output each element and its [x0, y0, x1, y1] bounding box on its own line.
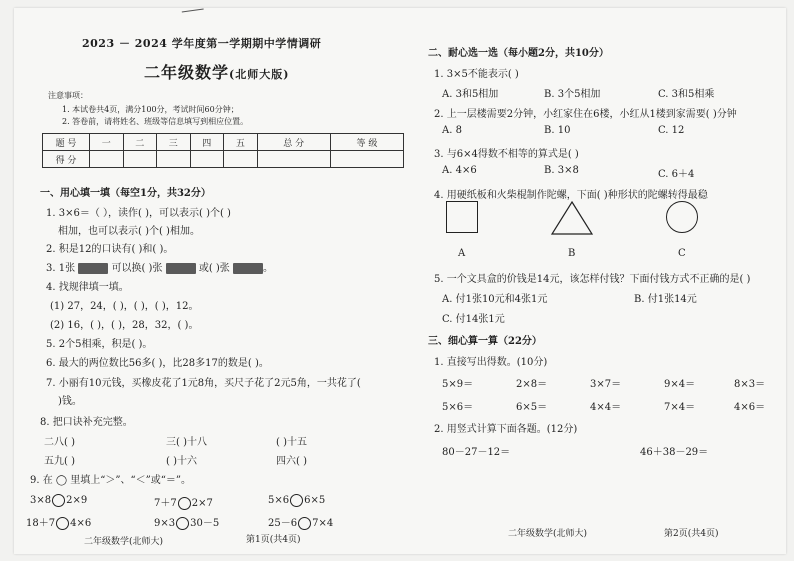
subject-title [144, 60, 289, 83]
score-cell[interactable] [257, 151, 330, 168]
section-3-title: 三、细心算一算（22分） [428, 336, 542, 347]
answer-circle[interactable] [52, 494, 65, 507]
question-4-1: (1) 27，24，( )，( )，( )，12。 [50, 301, 199, 312]
answer-circle[interactable] [290, 494, 303, 507]
answer-circle[interactable] [176, 517, 189, 530]
score-row-header [43, 134, 404, 151]
subject-name: 二年级数学 [144, 63, 230, 82]
banknote-image [233, 263, 263, 274]
choice-option: C. 付14张1元 [442, 314, 505, 325]
vertical-calc-item: 46＋38－29＝ [640, 447, 709, 458]
banknote-image [78, 263, 108, 274]
footer-subject: 二年级数学(北师大) [84, 537, 164, 547]
footer-subject: 二年级数学(北师大) [508, 529, 588, 539]
q3-text-c: 或( )张 [198, 263, 230, 274]
compare-item: 25－6 7×4 [268, 518, 334, 529]
choice-option: B. 3×8 [544, 165, 579, 176]
choice-q1: 1. 3×5不能表示( ) [434, 69, 519, 80]
answer-circle[interactable] [178, 497, 191, 510]
shape-label-c: C [678, 248, 686, 259]
rhyme-item: 二八( ) [44, 437, 75, 448]
rhyme-item: 四六( ) [276, 456, 307, 467]
row-header: 得 分 [43, 151, 90, 168]
compare-item: 5×6 6×5 [268, 495, 326, 506]
question-7b: )钱。 [58, 396, 82, 407]
score-cell[interactable] [224, 151, 258, 168]
col-grade: 等 级 [330, 134, 403, 151]
score-cell[interactable] [123, 151, 157, 168]
choice-q3: 3. 与6×4得数不相等的算式是( ) [434, 149, 579, 160]
section-1-title: 一、用心填一填（每空1分，共32分） [40, 188, 211, 199]
choice-option: C. 12 [658, 125, 685, 136]
choice-q5: 5. 一个文具盒的价钱是14元，该怎样付钱？下面付钱方式不正确的是( ) [434, 274, 751, 285]
notice-2: 2. 答卷前，请将姓名、班级等信息填写到相应位置。 [62, 117, 249, 126]
question-5: 5. 2个5相乘，积是( )。 [46, 339, 153, 350]
question-7a: 7. 小丽有10元钱，买橡皮花了1元8角，买尺子花了2元5角，一共花了( [46, 378, 361, 389]
calc-item: 5×6＝ [442, 402, 474, 413]
answer-circle[interactable] [298, 517, 311, 530]
answer-circle[interactable] [56, 517, 69, 530]
footer-page: 第2页(共4页) [664, 529, 719, 539]
rhyme-item: 五九( ) [44, 456, 75, 467]
choice-option: B. 10 [544, 125, 571, 136]
col-3: 三 [157, 134, 191, 151]
choice-option: A. 4×6 [442, 165, 477, 176]
exam-paper [14, 8, 786, 554]
choice-q4: 4. 用硬纸板和火柴棍制作陀螺，下面( )种形状的陀螺转得最稳 [434, 190, 708, 201]
choice-option: A. 付1张10元和4张1元 [442, 294, 548, 305]
edition: (北师大版) [229, 68, 290, 81]
question-9: 9. 在 ◯ 里填上“＞”、“＜”或“＝”。 [30, 475, 191, 486]
choice-option: A. 3和5相加 [442, 89, 499, 100]
score-cell[interactable] [157, 151, 191, 168]
question-1b: 相加，也可以表示( )个( )相加。 [58, 226, 200, 237]
calc-q1: 1. 直接写出得数。(10分) [434, 357, 548, 368]
page-2 [420, 8, 786, 554]
page-1 [14, 8, 414, 554]
vertical-calc-item: 80－27－12＝ [442, 447, 511, 458]
question-6: 6. 最大的两位数比56多( )，比28多17的数是( )。 [46, 358, 269, 369]
score-cell[interactable] [190, 151, 224, 168]
q3-text-a: 3. 1张 [46, 263, 76, 274]
question-2: 2. 积是12的口诀有( )和( )。 [46, 244, 174, 255]
choice-option: A. 8 [442, 125, 462, 136]
choice-option: B. 3个5相加 [544, 89, 601, 100]
question-4-2: (2) 16，( )，( )，28，32，( )。 [50, 320, 199, 331]
compare-item: 9×3 30－5 [154, 518, 220, 529]
calc-item: 3×7＝ [590, 379, 622, 390]
question-3 [46, 259, 273, 274]
q3-text-b: 可以换( )张 [111, 263, 163, 274]
calc-item: 8×3＝ [734, 379, 766, 390]
question-1a: 1. 3×6＝（ ），读作( )，可以表示( )个( ) [46, 208, 231, 219]
calc-item: 7×4＝ [664, 402, 696, 413]
notice-1: 1. 本试卷共4页，满分100分，考试时间60分钟； [62, 105, 239, 114]
choice-q2: 2. 上一层楼需要2分钟，小红家住在6楼，小红从1楼到家需要( )分钟 [434, 109, 737, 120]
rhyme-item: 三( )十八 [166, 437, 207, 448]
col-5: 五 [224, 134, 258, 151]
square-shape [446, 201, 478, 233]
exam-title: 2023 － 2024 学年度第一学期期中学情调研 [82, 37, 322, 50]
score-table [42, 133, 404, 168]
triangle-shape [550, 200, 594, 236]
score-row-values [43, 151, 404, 168]
col-1: 一 [90, 134, 124, 151]
compare-item: 3×8 2×9 [30, 495, 88, 506]
choice-option: C. 3和5相乘 [658, 89, 715, 100]
rhyme-item: ( )十六 [166, 456, 197, 467]
banknote-image [166, 263, 196, 274]
compare-item: 18＋7 4×6 [26, 518, 92, 529]
rhyme-item: ( )十五 [276, 437, 307, 448]
compare-item: 7＋7 2×7 [154, 498, 213, 509]
calc-item: 4×4＝ [590, 402, 622, 413]
section-2-title: 二、耐心选一选（每小题2分，共10分） [428, 48, 609, 59]
question-4: 4. 找规律填一填。 [46, 282, 129, 293]
row-header: 题 号 [43, 134, 90, 151]
score-cell[interactable] [90, 151, 124, 168]
calc-item: 4×6＝ [734, 402, 766, 413]
choice-option: B. 付1张14元 [634, 294, 697, 305]
notice-title: 注意事项： [48, 91, 88, 100]
choice-option: C. 6＋4 [658, 169, 695, 180]
col-4: 四 [190, 134, 224, 151]
question-8: 8. 把口诀补充完整。 [40, 417, 133, 428]
shape-label-a: A [458, 248, 466, 259]
shape-label-b: B [568, 248, 576, 259]
calc-item: 9×4＝ [664, 379, 696, 390]
score-cell[interactable] [330, 151, 403, 168]
col-2: 二 [123, 134, 157, 151]
circle-shape [666, 201, 698, 233]
calc-item: 2×8＝ [516, 379, 548, 390]
q3-text-d: 。 [263, 263, 273, 274]
calc-item: 5×9＝ [442, 379, 474, 390]
col-total: 总 分 [257, 134, 330, 151]
footer-page: 第1页(共4页) [246, 535, 301, 545]
calc-item: 6×5＝ [516, 402, 548, 413]
calc-q2: 2. 用竖式计算下面各题。(12分) [434, 424, 578, 435]
